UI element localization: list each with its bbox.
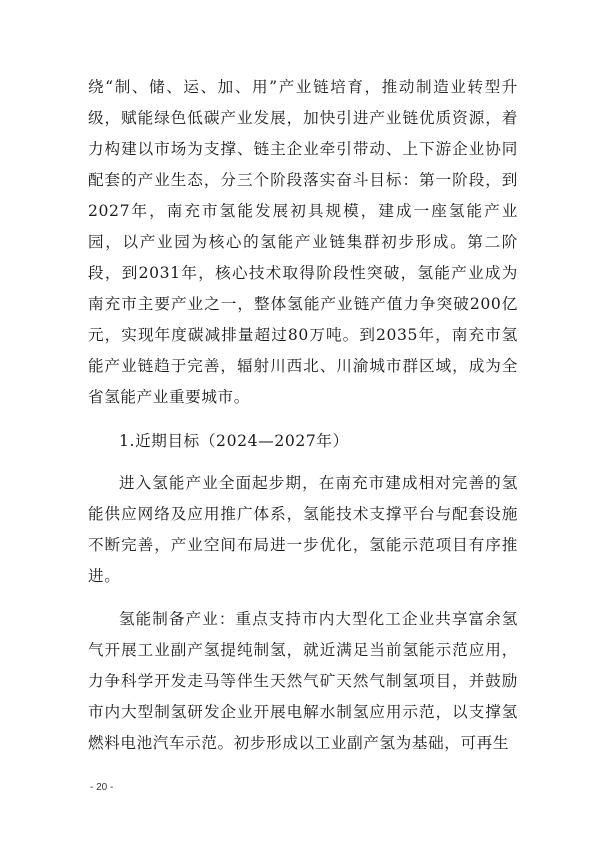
body-paragraph-3: 氢能制备产业：重点支持市内大型化工企业共享富余氢气开展工业副产氢提纯制氢，就近满足当前氢能示范应用，力争科学开发走马等伴生天然气矿天然气制氢项目，并鼓励市内大型制氢研发企业开展电解水制氢应用示范，以支撑氢燃料电池汽车示范。初步形成以工业副产氢为基础，可再生 bbox=[88, 610, 518, 752]
section-heading: 1.近期目标（2024—2027年） bbox=[119, 432, 349, 450]
body-paragraph-2: 进入氢能产业全面起步期，在南充市建成相对完善的氢能供应网络及应用推广体系，氢能技术支撑平台与配套设施不断完善，产业空间布局进一步优化，氢能示范项目有序推进。 bbox=[88, 474, 518, 585]
body-paragraph-1: 绕“制、储、运、加、用”产业链培育，推动制造业转型升级，赋能绿色低碳产业发展，加快引进产业链优质资源，着力构建以市场为支撑、链主企业牵引带动、上下游企业协同配套的产业生态，分三个阶段落实奋斗目标：第一阶段，到2027年，南充市氢能发展初具规模，建成一座氢能产业园，以产业园为核心的氢能产业链集群初步形成。第二阶段，到2031年，核心技术取得阶段性突破，氢能产业成为南充市主要产业之一，整体氢能产业链产值力争突破200亿元，实现年度碳减排量超过80万吨。到2035年，南充市氢能产业链趋于完善，辐射川西北、川渝城市群区域，成为全省氢能产业重要城市。 bbox=[88, 78, 518, 406]
page-number: - 20 - bbox=[90, 782, 114, 793]
